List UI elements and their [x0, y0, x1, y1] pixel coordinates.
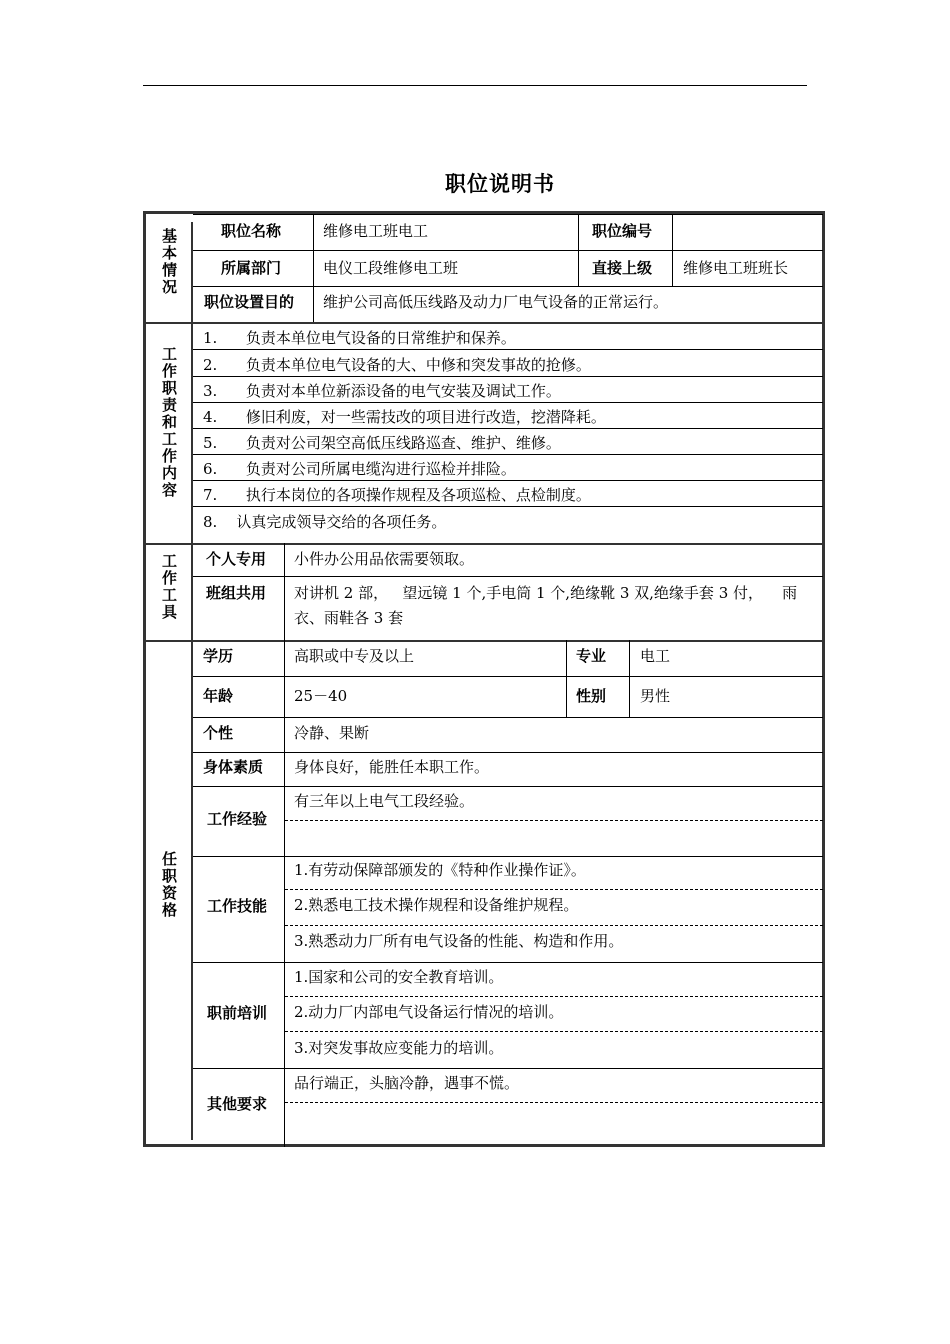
experience-value: 有三年以上电气工段经验。: [294, 792, 475, 810]
personality-value: 冷静、果断: [294, 724, 370, 742]
row-line: [193, 428, 823, 429]
row-line: [193, 752, 823, 753]
duty-item: 1. 负责本单位电气设备的日常维护和保养。: [203, 329, 516, 347]
skill-item: 1.有劳动保障部颁发的《特种作业操作证》。: [294, 861, 586, 879]
skills-label: 工作技能: [207, 897, 268, 915]
section-label-tools: 工作工具: [160, 553, 178, 621]
section-line: [143, 543, 823, 545]
duty-item: 5. 负责对公司架空高低压线路巡查、维护、维修。: [203, 434, 561, 452]
department-value: 电仪工段维修电工班: [323, 259, 459, 277]
shared-tools-label: 班组共用: [206, 584, 267, 602]
duty-item: 4. 修旧利废，对一些需技改的项目进行改造，挖潜降耗。: [203, 408, 606, 426]
header-rule: [143, 85, 807, 86]
training-label: 职前培训: [207, 1004, 268, 1022]
section-divider: [191, 222, 193, 1140]
gender-label: 性别: [576, 687, 607, 705]
row-line: [193, 676, 823, 677]
row-line: [193, 214, 823, 215]
personal-tools-value: 小件办公用品依需要领取。: [294, 550, 475, 568]
gender-value: 男性: [640, 687, 671, 705]
other-requirements-value: 品行端正，头脑冷静，遇事不慌。: [294, 1074, 520, 1092]
dashed-divider: [285, 925, 823, 926]
row-line: [193, 349, 823, 350]
duty-item: 2. 负责本单位电气设备的大、中修和突发事故的抢修。: [203, 356, 591, 374]
purpose-label: 职位设置目的: [204, 293, 295, 311]
col-line: [629, 640, 630, 717]
row-line: [193, 480, 823, 481]
personal-tools-label: 个人专用: [206, 550, 267, 568]
department-label: 所属部门: [221, 259, 282, 277]
row-line: [193, 962, 823, 963]
col-line: [284, 640, 285, 1147]
physical-label: 身体素质: [203, 758, 264, 776]
age-label: 年龄: [203, 687, 234, 705]
duty-item: 3. 负责对本单位新添设备的电气安装及调试工作。: [203, 382, 561, 400]
position-code-label: 职位编号: [592, 222, 653, 240]
row-line: [193, 856, 823, 857]
skill-item: 3.熟悉动力厂所有电气设备的性能、构造和作用。: [294, 932, 624, 950]
supervisor-label: 直接上级: [592, 259, 653, 277]
row-line: [193, 717, 823, 718]
section-label-qualifications: 任职资格: [160, 851, 178, 919]
shared-tools-line1: 对讲机 2 部， 望远镜 1 个,手电筒 1 个,绝缘靴 3 双,绝缘手套 3 付， 雨: [294, 584, 798, 602]
col-line: [672, 214, 673, 286]
purpose-value: 维护公司高低压线路及动力厂电气设备的正常运行。: [323, 293, 669, 311]
row-line: [193, 576, 823, 577]
col-line: [313, 214, 314, 322]
row-line: [193, 786, 823, 787]
row-line: [193, 286, 823, 287]
col-line: [578, 214, 579, 286]
physical-value: 身体良好，能胜任本职工作。: [294, 758, 490, 776]
row-line: [193, 402, 823, 403]
age-value: 25－40: [294, 687, 348, 705]
dashed-divider: [285, 889, 823, 890]
col-line: [566, 640, 567, 717]
col-line: [284, 543, 285, 640]
row-line: [193, 1068, 823, 1069]
dashed-divider: [285, 1031, 823, 1032]
dashed-divider: [285, 1102, 823, 1103]
duty-item: 7. 执行本岗位的各项操作规程及各项巡检、点检制度。: [203, 486, 591, 504]
row-line: [193, 506, 823, 507]
position-name-label: 职位名称: [221, 222, 282, 240]
section-line: [143, 322, 823, 324]
training-item: 2.动力厂内部电气设备运行情况的培训。: [294, 1003, 564, 1021]
section-line: [143, 640, 823, 642]
row-line: [193, 454, 823, 455]
training-item: 1.国家和公司的安全教育培训。: [294, 968, 504, 986]
row-line: [193, 376, 823, 377]
dashed-divider: [285, 820, 823, 821]
major-value: 电工: [640, 647, 671, 665]
section-label-basic: 基本情况: [160, 228, 178, 296]
position-name-value: 维修电工班电工: [323, 222, 429, 240]
section-label-duties: 工作职责和工作内容: [160, 346, 178, 499]
skill-item: 2.熟悉电工技术操作规程和设备维护规程。: [294, 896, 579, 914]
shared-tools-line2: 衣、雨鞋各 3 套: [294, 609, 404, 627]
document-title: 职位说明书: [445, 172, 555, 196]
dashed-divider: [285, 996, 823, 997]
other-requirements-label: 其他要求: [207, 1095, 268, 1113]
supervisor-value: 维修电工班班长: [683, 259, 789, 277]
experience-label: 工作经验: [207, 810, 268, 828]
row-line: [193, 250, 823, 251]
duty-item: 8. 认真完成领导交给的各项任务。: [203, 513, 447, 531]
personality-label: 个性: [203, 724, 234, 742]
education-label: 学历: [203, 647, 234, 665]
training-item: 3.对突发事故应变能力的培训。: [294, 1039, 504, 1057]
education-value: 高职或中专及以上: [294, 647, 415, 665]
duty-item: 6. 负责对公司所属电缆沟进行巡检并排险。: [203, 460, 516, 478]
major-label: 专业: [576, 647, 607, 665]
